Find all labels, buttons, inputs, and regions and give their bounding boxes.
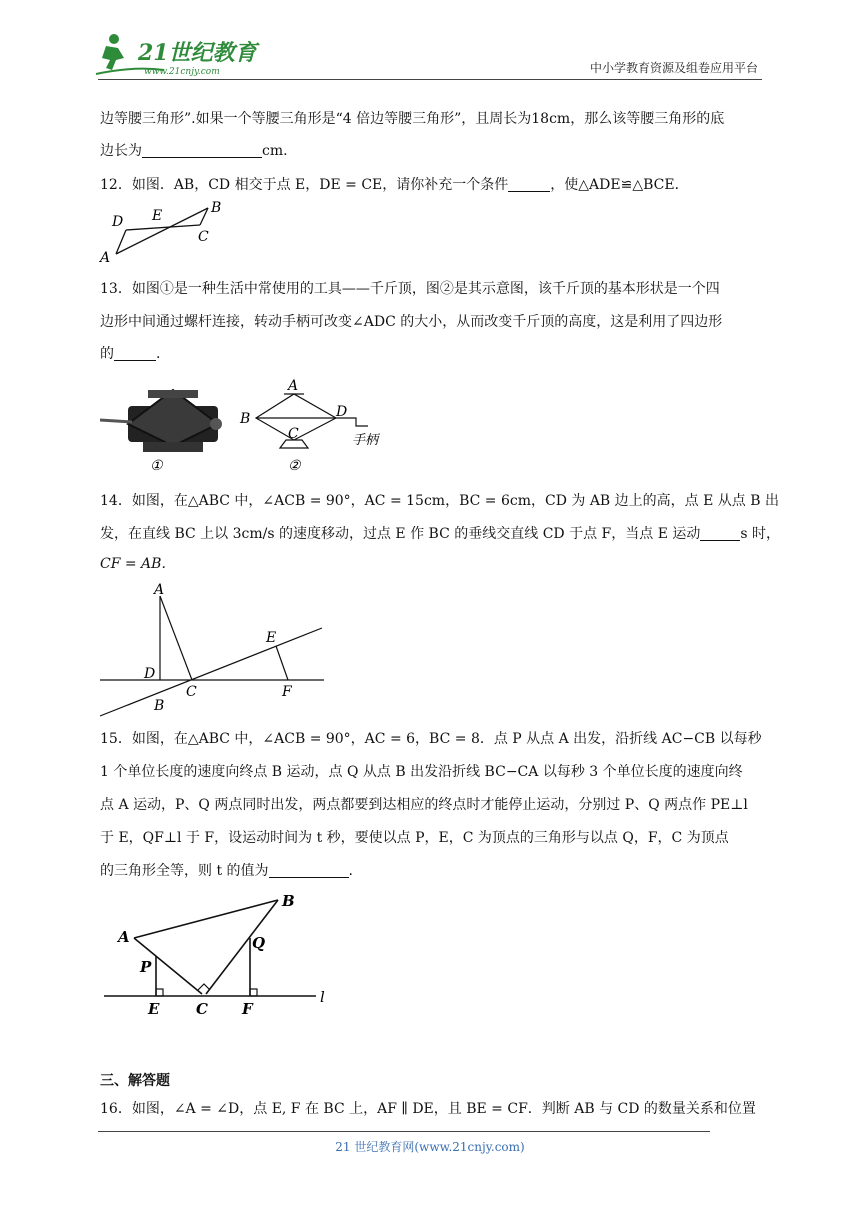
site-logo: [94, 30, 274, 78]
q12-blank[interactable]: [508, 177, 550, 192]
q15-label-q: Q: [252, 934, 266, 952]
q15-line1: 15．如图，在△ABC 中，∠ACB = 90°，AC = 6，BC = 8．点 P 从点 A 出发，沿折线 AC−CB 以每秒: [100, 731, 762, 747]
q14-label-f: F: [282, 684, 292, 700]
q15-right-angle-e: [156, 989, 163, 996]
q16-line1: 16．如图，∠A = ∠D，点 E, F 在 BC 上，AF ∥ DE，且 BE = CF．判断 AB 与 CD 的数量关系和位置: [100, 1101, 756, 1117]
q15-label-l: l: [320, 988, 325, 1006]
logo-url: www.21cnjy.com: [144, 67, 220, 77]
q15-label-p: P: [140, 958, 152, 976]
q14-line2: [100, 523, 780, 543]
q14-blank[interactable]: [700, 526, 740, 541]
q15-label-a: A: [118, 928, 130, 946]
q11-line2: [100, 140, 288, 160]
q15-label-e: E: [148, 1000, 160, 1018]
header-divider: [98, 79, 762, 80]
q14-line1: 14．如图，在△ABC 中，∠ACB = 90°，AC = 15cm，BC = 6cm，CD 为 AB 边上的高，点 E 从点 B 出: [100, 493, 779, 509]
q11-unit: cm.: [262, 143, 288, 159]
q14-label-c: C: [186, 684, 197, 700]
q12-text-b: ，使△ADE≌△BCE．: [550, 177, 689, 193]
q15-line5-text: 的三角形全等，则 t 的值为: [100, 863, 269, 879]
q14-label-d: D: [144, 666, 156, 682]
logo-title: 21世纪教育: [138, 40, 257, 66]
q13-handle-label: 手柄: [352, 433, 379, 448]
q14-label-e: E: [266, 630, 277, 646]
q15-period: .: [348, 863, 353, 879]
q12-label-c: C: [198, 229, 209, 245]
q13-line2: 边形中间通过螺杆连接，转动手柄可改变∠ADC 的大小，从而改变千斤顶的高度，这是利用了四边形: [100, 314, 723, 330]
q13-period: .: [156, 346, 161, 362]
q15-label-f: F: [242, 1000, 253, 1018]
q12-label-e: E: [152, 208, 163, 224]
q12-seg-dc: [126, 225, 200, 230]
q14-label-b: B: [154, 698, 165, 714]
q14-label-a: A: [154, 582, 165, 598]
q15-label-c: C: [196, 1000, 208, 1018]
q15-right-angle-f: [250, 989, 257, 996]
q15-line5: [100, 860, 353, 880]
q15-seg-bc: [206, 900, 278, 994]
q15-seg-ab: [134, 900, 278, 938]
q13-caption-1: ①: [150, 458, 163, 474]
q12-figure: [96, 198, 236, 264]
q15-line4: 于 E，QF⊥l 于 F，设运动时间为 t 秒，要使以点 P，E，C 为顶点的三角形与以点 Q，F，C 为顶点: [100, 830, 729, 846]
q12-text-a: 12．如图．AB，CD 相交于点 E，DE = CE，请你补充一个条件: [100, 177, 509, 193]
header-tagline: 中小学教育资源及组卷应用平台: [589, 61, 758, 75]
q11-line2-text: 边长为: [100, 143, 142, 159]
q14-line2-unit: s 时，: [740, 526, 781, 542]
q13-label-d: D: [336, 404, 348, 420]
q15-line2: 1 个单位长度的速度向终点 B 运动，点 Q 从点 B 出发沿折线 BC−CA 以每秒 3 个单位长度的速度向终: [100, 764, 743, 780]
q14-line-cd: [100, 628, 322, 716]
q12-label-a: A: [100, 250, 111, 264]
footer-divider: [98, 1131, 710, 1132]
q14-figure: [96, 580, 336, 720]
q13-line3: [100, 343, 160, 363]
q15-figure: [100, 888, 340, 1022]
q13-caption-2: ②: [288, 458, 301, 474]
q13-label-b: B: [240, 411, 251, 427]
car-jack-image: [100, 390, 222, 452]
q13-label-c: C: [288, 426, 299, 442]
q12-label-d: D: [112, 214, 124, 230]
q13-label-a: A: [288, 378, 299, 394]
q15-right-angle-c: [198, 984, 210, 990]
q13-line1: 13．如图①是一种生活中常使用的工具——千斤顶，图②是其示意图，该千斤顶的基本形状是一个四: [100, 281, 720, 297]
q14-line3: CF = AB.: [100, 556, 166, 572]
q14-seg-ac: [160, 596, 192, 680]
q15-blank[interactable]: [269, 863, 349, 878]
q13-line3-text: 的: [100, 346, 114, 362]
q14-seg-ef: [276, 646, 288, 680]
q12-label-b: B: [211, 200, 222, 216]
q14-line2-text: 发，在直线 BC 上以 3cm/s 的速度移动，过点 E 作 BC 的垂线交直线 CD 于点 F，当点 E 运动: [100, 526, 701, 542]
q11-line1: 边等腰三角形”.如果一个等腰三角形是“4 倍边等腰三角形”，且周长为18cm，那么该等腰三角形的底: [100, 111, 725, 127]
footer-text: 21 世纪教育网(www.21cnjy.com): [335, 1140, 525, 1154]
q13-figures: [98, 376, 398, 476]
q13-blank[interactable]: [114, 346, 156, 361]
q11-blank[interactable]: [142, 143, 262, 158]
q12-text: [100, 174, 689, 194]
q15-label-b: B: [282, 892, 295, 910]
section-title: 三、解答题: [100, 1073, 170, 1089]
q15-line3: 点 A 运动，P、Q 两点同时出发，两点都要到达相应的终点时才能停止运动，分别过 P、Q 两点作 PE⊥l: [100, 797, 748, 813]
